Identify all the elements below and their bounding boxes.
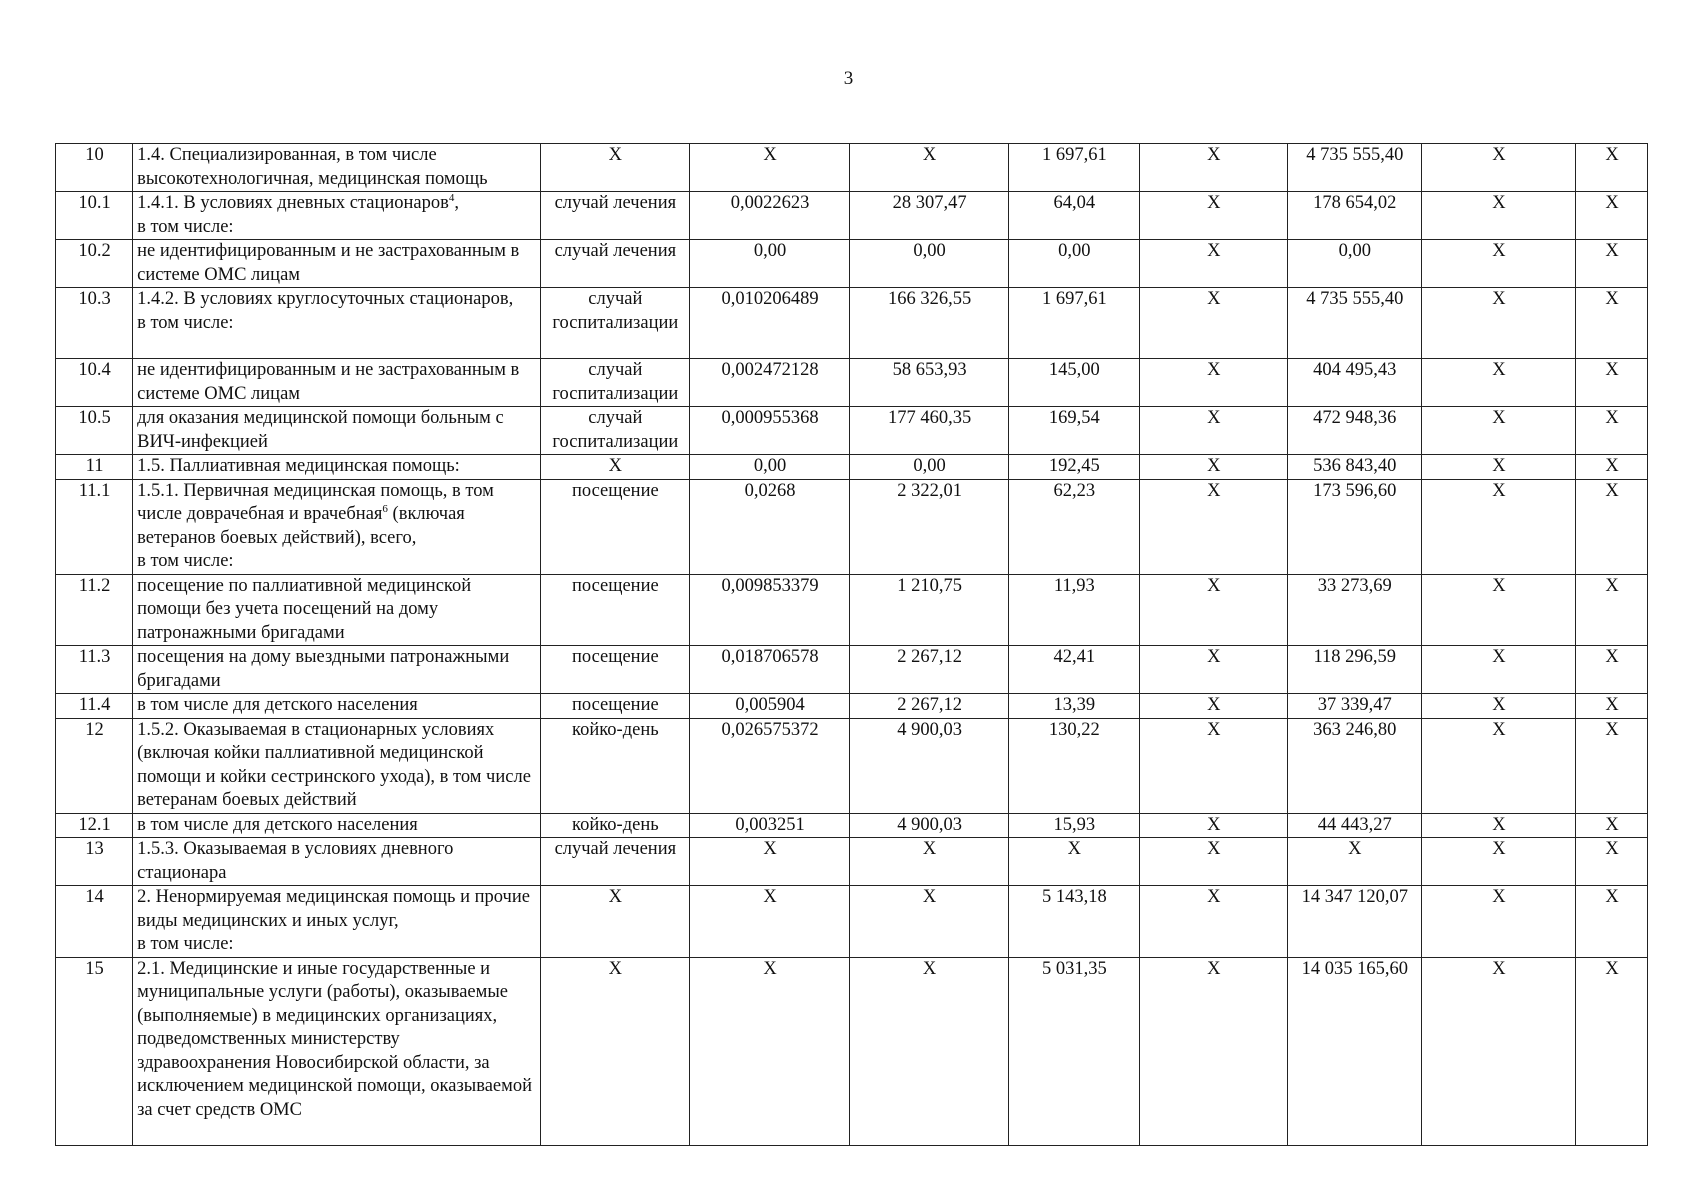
value-cell: X: [1576, 694, 1648, 719]
value-cell: X: [1421, 957, 1575, 1145]
unit-cell: X: [540, 886, 689, 958]
value-cell: 62,23: [1008, 479, 1139, 574]
value-cell: X: [1421, 813, 1575, 838]
value-cell: X: [1576, 479, 1648, 574]
row-number: 11.3: [56, 646, 133, 694]
value-cell: 2 322,01: [850, 479, 1008, 574]
row-name: не идентифицированным и не застрахованным в системе ОМС лицам: [133, 240, 541, 288]
value-cell: 130,22: [1008, 718, 1139, 813]
value-cell: 14 035 165,60: [1287, 957, 1421, 1145]
value-cell: 0,00: [850, 455, 1008, 480]
value-cell: 173 596,60: [1287, 479, 1421, 574]
row-number: 12.1: [56, 813, 133, 838]
value-cell: 11,93: [1008, 574, 1139, 646]
table-row: [56, 646, 1648, 694]
row-name: не идентифицированным и не застрахованным в системе ОМС лицам: [133, 359, 541, 407]
value-cell: 0,009853379: [689, 574, 850, 646]
row-name: [133, 192, 541, 240]
table-row: [56, 718, 1648, 813]
table-row: [56, 838, 1648, 886]
value-cell: X: [689, 886, 850, 958]
row-name: в том числе для детского населения: [133, 694, 541, 719]
value-cell: 178 654,02: [1287, 192, 1421, 240]
value-cell: X: [1576, 288, 1648, 359]
value-cell: X: [1421, 479, 1575, 574]
value-cell: X: [1576, 359, 1648, 407]
row-name: для оказания медицинской помощи больным с ВИЧ-инфекцией: [133, 407, 541, 455]
value-cell: X: [689, 144, 850, 192]
value-cell: X: [1576, 574, 1648, 646]
table-row: [56, 574, 1648, 646]
unit-cell: X: [540, 455, 689, 480]
value-cell: X: [689, 957, 850, 1145]
value-cell: 37 339,47: [1287, 694, 1421, 719]
row-name: [133, 886, 541, 958]
footnote-mark: 6: [382, 502, 388, 515]
value-cell: X: [1139, 574, 1287, 646]
row-name: 1.5.3. Оказываемая в условиях дневного стационара: [133, 838, 541, 886]
value-cell: 13,39: [1008, 694, 1139, 719]
row-name: [133, 479, 541, 574]
table-row: [56, 240, 1648, 288]
value-cell: 58 653,93: [850, 359, 1008, 407]
table-row: [56, 479, 1648, 574]
value-cell: X: [1139, 144, 1287, 192]
value-cell: 0,00: [689, 455, 850, 480]
value-cell: 0,026575372: [689, 718, 850, 813]
value-cell: 472 948,36: [1287, 407, 1421, 455]
value-cell: 0,010206489: [689, 288, 850, 359]
unit-cell: посещение: [540, 574, 689, 646]
table-body: [56, 144, 1648, 1146]
table-row: [56, 886, 1648, 958]
value-cell: 5 031,35: [1008, 957, 1139, 1145]
value-cell: 404 495,43: [1287, 359, 1421, 407]
value-cell: X: [1421, 455, 1575, 480]
row-name-text: 2. Ненормируемая медицинская помощь и прочие виды медицинских и иных услуг,: [137, 887, 530, 931]
value-cell: X: [1576, 144, 1648, 192]
value-cell: 169,54: [1008, 407, 1139, 455]
value-cell: X: [689, 838, 850, 886]
value-cell: X: [1139, 479, 1287, 574]
row-number: 11.1: [56, 479, 133, 574]
value-cell: X: [1139, 455, 1287, 480]
value-cell: X: [1139, 407, 1287, 455]
value-cell: 14 347 120,07: [1287, 886, 1421, 958]
value-cell: X: [1421, 288, 1575, 359]
row-number: 10.2: [56, 240, 133, 288]
value-cell: 2 267,12: [850, 646, 1008, 694]
row-name: 2.1. Медицинские и иные государственные и муниципальные услуги (работы), оказываемые (выполняемые) в медицинских организациях, подведомственных министерству здравоохранения Новосибирской области, за исключением медицинской помощи, оказываемой за счет средств ОМС: [133, 957, 541, 1145]
value-cell: 0,00: [1008, 240, 1139, 288]
value-cell: 192,45: [1008, 455, 1139, 480]
value-cell: X: [1421, 574, 1575, 646]
value-cell: 1 697,61: [1008, 288, 1139, 359]
value-cell: X: [1576, 240, 1648, 288]
value-cell: X: [1576, 407, 1648, 455]
row-number: 11.2: [56, 574, 133, 646]
value-cell: 177 460,35: [850, 407, 1008, 455]
value-cell: X: [1421, 192, 1575, 240]
value-cell: 42,41: [1008, 646, 1139, 694]
unit-cell: случай госпитализации: [540, 288, 689, 359]
row-number: 10: [56, 144, 133, 192]
row-name: посещения на дому выездными патронажными бригадами: [133, 646, 541, 694]
row-number: 14: [56, 886, 133, 958]
value-cell: X: [1576, 957, 1648, 1145]
value-cell: X: [1421, 838, 1575, 886]
value-cell: 28 307,47: [850, 192, 1008, 240]
value-cell: X: [1139, 240, 1287, 288]
value-cell: 64,04: [1008, 192, 1139, 240]
row-name: 1.5.2. Оказываемая в стационарных условиях (включая койки паллиативной медицинской помощи и койки сестринского ухода), в том числе ветеранам боевых действий: [133, 718, 541, 813]
row-number: 11.4: [56, 694, 133, 719]
unit-cell: X: [540, 144, 689, 192]
row-number: 11: [56, 455, 133, 480]
unit-cell: случай госпитализации: [540, 407, 689, 455]
value-cell: X: [1576, 646, 1648, 694]
value-cell: X: [1139, 838, 1287, 886]
unit-cell: X: [540, 957, 689, 1145]
row-name-text: в том числе:: [137, 934, 234, 954]
value-cell: 44 443,27: [1287, 813, 1421, 838]
value-cell: 1 210,75: [850, 574, 1008, 646]
value-cell: X: [1139, 646, 1287, 694]
row-name-text: (включая ветеранов боевых действий), всего,: [137, 504, 465, 548]
value-cell: 536 843,40: [1287, 455, 1421, 480]
value-cell: 0,0022623: [689, 192, 850, 240]
unit-cell: койко-день: [540, 718, 689, 813]
row-name-text: 1.4.1. В условиях дневных стационаров: [137, 193, 449, 213]
value-cell: 0,005904: [689, 694, 850, 719]
value-cell: X: [1421, 144, 1575, 192]
unit-cell: случай лечения: [540, 192, 689, 240]
row-name-text: в том числе:: [137, 551, 234, 571]
table-row: [56, 813, 1648, 838]
value-cell: 0,00: [689, 240, 850, 288]
unit-cell: посещение: [540, 646, 689, 694]
value-cell: X: [1008, 838, 1139, 886]
value-cell: X: [1421, 886, 1575, 958]
value-cell: 4 735 555,40: [1287, 288, 1421, 359]
value-cell: X: [1421, 407, 1575, 455]
unit-cell: койко-день: [540, 813, 689, 838]
value-cell: X: [1421, 240, 1575, 288]
value-cell: 33 273,69: [1287, 574, 1421, 646]
footnote-mark: 4: [448, 191, 455, 204]
value-cell: 0,00: [1287, 240, 1421, 288]
financing-table: [55, 143, 1648, 1146]
unit-cell: случай лечения: [540, 240, 689, 288]
table-row: [56, 192, 1648, 240]
value-cell: X: [1139, 813, 1287, 838]
row-number: 10.4: [56, 359, 133, 407]
unit-cell: посещение: [540, 479, 689, 574]
value-cell: X: [1139, 192, 1287, 240]
row-number: 10.5: [56, 407, 133, 455]
value-cell: X: [850, 957, 1008, 1145]
row-name-text: в том числе:: [137, 312, 234, 333]
value-cell: X: [1287, 838, 1421, 886]
value-cell: X: [1576, 718, 1648, 813]
value-cell: X: [1576, 192, 1648, 240]
value-cell: 166 326,55: [850, 288, 1008, 359]
value-cell: X: [1139, 718, 1287, 813]
row-number: 12: [56, 718, 133, 813]
unit-cell: случай лечения: [540, 838, 689, 886]
table-row: [56, 288, 1648, 359]
value-cell: 145,00: [1008, 359, 1139, 407]
value-cell: 4 735 555,40: [1287, 144, 1421, 192]
table-row: [56, 144, 1648, 192]
value-cell: 4 900,03: [850, 718, 1008, 813]
row-number: 15: [56, 957, 133, 1145]
value-cell: X: [1576, 838, 1648, 886]
row-number: 10.3: [56, 288, 133, 359]
table-row: [56, 694, 1648, 719]
value-cell: X: [1421, 646, 1575, 694]
row-number: 10.1: [56, 192, 133, 240]
value-cell: X: [1139, 359, 1287, 407]
row-name: в том числе для детского населения: [133, 813, 541, 838]
value-cell: 0,003251: [689, 813, 850, 838]
value-cell: 0,002472128: [689, 359, 850, 407]
row-name-text: в том числе:: [137, 216, 234, 237]
row-name-text: 1.4.2. В условиях круглосуточных стационаров,: [137, 289, 514, 309]
value-cell: 5 143,18: [1008, 886, 1139, 958]
value-cell: 4 900,03: [850, 813, 1008, 838]
value-cell: 118 296,59: [1287, 646, 1421, 694]
value-cell: 0,00: [850, 240, 1008, 288]
row-name-text: 1.5.1. Первичная медицинская помощь, в том числе доврачебная и врачебная: [137, 480, 494, 524]
value-cell: X: [850, 886, 1008, 958]
value-cell: X: [1421, 694, 1575, 719]
value-cell: X: [850, 838, 1008, 886]
unit-cell: посещение: [540, 694, 689, 719]
row-number: 13: [56, 838, 133, 886]
table-row: [56, 359, 1648, 407]
row-name-text: ,: [454, 193, 460, 213]
value-cell: X: [1139, 957, 1287, 1145]
value-cell: X: [1421, 359, 1575, 407]
value-cell: 15,93: [1008, 813, 1139, 838]
row-name: [133, 288, 541, 359]
table-row: [56, 407, 1648, 455]
row-name: 1.5. Паллиативная медицинская помощь:: [133, 455, 541, 480]
page-number: 3: [843, 68, 854, 89]
value-cell: 0,018706578: [689, 646, 850, 694]
value-cell: X: [1139, 288, 1287, 359]
value-cell: X: [850, 144, 1008, 192]
value-cell: X: [1139, 694, 1287, 719]
value-cell: X: [1139, 886, 1287, 958]
value-cell: X: [1576, 886, 1648, 958]
value-cell: 363 246,80: [1287, 718, 1421, 813]
value-cell: X: [1421, 718, 1575, 813]
row-name: 1.4. Специализированная, в том числе высокотехнологичная, медицинская помощь: [133, 144, 541, 192]
value-cell: 0,000955368: [689, 407, 850, 455]
value-cell: X: [1576, 813, 1648, 838]
value-cell: 0,0268: [689, 479, 850, 574]
row-name: посещение по паллиативной медицинской помощи без учета посещений на дому патронажными бригадами: [133, 574, 541, 646]
value-cell: 1 697,61: [1008, 144, 1139, 192]
unit-cell: случай госпитализации: [540, 359, 689, 407]
table-row: [56, 957, 1648, 1145]
value-cell: X: [1576, 455, 1648, 480]
table-row: [56, 455, 1648, 480]
value-cell: 2 267,12: [850, 694, 1008, 719]
